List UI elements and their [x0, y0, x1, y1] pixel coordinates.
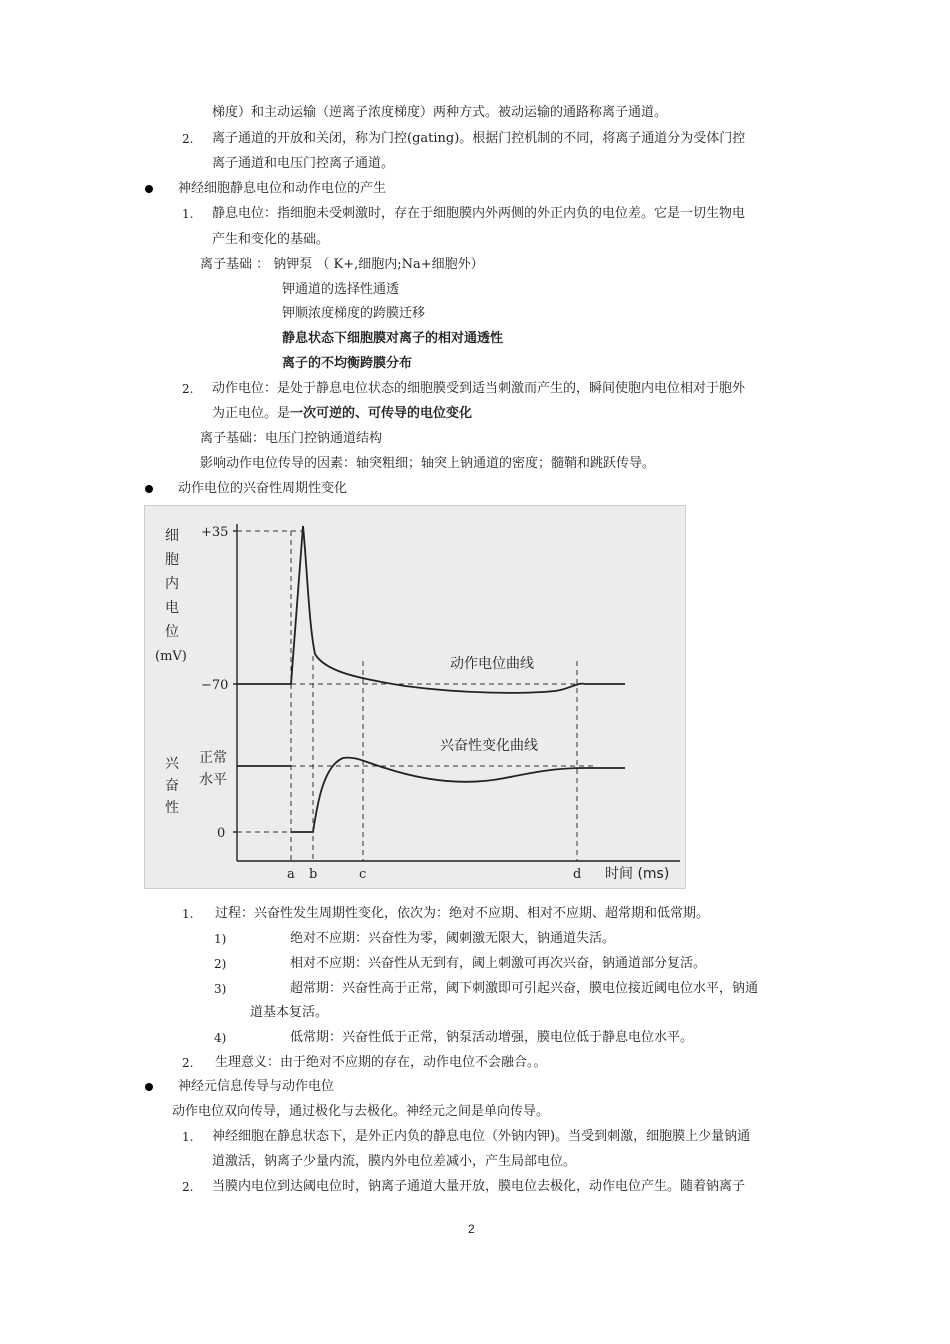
- y-label-bottom-char: 性: [165, 800, 179, 816]
- figure-svg: [145, 506, 685, 888]
- excitability-figure: [144, 505, 686, 889]
- list-number: 2.: [182, 1056, 194, 1070]
- paragraph-line: [212, 405, 472, 423]
- curve-label-action-potential: 动作电位曲线: [450, 656, 534, 672]
- curve-label-excitability: 兴奋性变化曲线: [440, 738, 538, 754]
- y-label-top-char: 内: [165, 576, 179, 592]
- action-potential-curve: [237, 526, 625, 693]
- excitability-curve: [237, 758, 625, 832]
- paragraph-line: 静息电位：指细胞未受刺激时，存在于细胞膜内外两侧的外正内负的电位差。它是一切生物电: [212, 206, 746, 221]
- paragraph-line: 梯度）和主动运输（逆离子浓度梯度）两种方式。被动运输的通路称离子通道。: [212, 105, 668, 120]
- sub-item: 相对不应期：兴奋性从无到有，阈上刺激可再次兴奋，钠通道部分复活。: [290, 956, 707, 971]
- section-heading: 动作电位的兴奋性周期性变化: [178, 481, 348, 496]
- paragraph-line: 影响动作电位传导的因素：轴突粗细；轴突上钠通道的密度；髓鞘和跳跃传导。: [200, 456, 656, 471]
- x-mark-c: c: [359, 867, 367, 882]
- sub-item: 低常期：兴奋性低于正常，钠泵活动增强，膜电位低于静息电位水平。: [290, 1030, 694, 1045]
- list-number: 2.: [182, 1180, 194, 1194]
- ion-basis-item: 钾顺浓度梯度的跨膜迁移: [282, 306, 426, 321]
- paragraph-line: 过程：兴奋性发生周期性变化，依次为：绝对不应期、相对不应期、超常期和低常期。: [215, 906, 710, 921]
- paragraph-line: 离子通道的开放和关闭，称为门控(gating)。根据门控机制的不同，将离子通道分为受体门控: [212, 131, 746, 146]
- paragraph-line: 动作电位：是处于静息电位状态的细胞膜受到适当刺激而产生的，瞬间使胞内电位相对于胞外: [212, 381, 746, 396]
- section-heading: 神经细胞静息电位和动作电位的产生: [178, 181, 387, 196]
- list-number: 2.: [182, 132, 194, 146]
- y-label-top-char: 细: [165, 528, 179, 544]
- list-number: 1.: [182, 1130, 194, 1144]
- paragraph-line: 离子基础：电压门控钠通道结构: [200, 431, 383, 446]
- bullet-icon: [145, 1083, 153, 1091]
- y-label-top-unit: (mV): [155, 649, 187, 664]
- sub-number: 3): [214, 982, 227, 996]
- sub-item: 绝对不应期：兴奋性为零，阈刺激无限大，钠通道失活。: [290, 931, 616, 946]
- sub-item-cont: 道基本复活。: [250, 1005, 329, 1020]
- paragraph-line: 道激活，钠离子少量内流，膜内外电位差减小，产生局部电位。: [212, 1154, 577, 1169]
- list-number: 1.: [182, 907, 194, 921]
- list-number: 1.: [182, 207, 194, 221]
- sub-number: 1): [214, 932, 227, 946]
- section-heading: 神经元信息传导与动作电位: [178, 1079, 335, 1094]
- ion-basis-item: 钾通道的选择性通透: [282, 282, 400, 297]
- tick-label-35: +35: [201, 525, 229, 540]
- bullet-icon: [145, 185, 153, 193]
- x-mark-d: d: [573, 867, 582, 882]
- ion-basis-item-bold: 离子的不均衡跨膜分布: [282, 356, 413, 371]
- sub-number: 2): [214, 957, 227, 971]
- plain-text: 为正电位。是: [212, 406, 291, 421]
- paragraph-line: 动作电位双向传导，通过极化与去极化。神经元之间是单向传导。: [172, 1104, 550, 1119]
- tick-label-minus70: −70: [201, 678, 229, 693]
- x-mark-b: b: [309, 867, 318, 882]
- sub-number: 4): [214, 1031, 227, 1045]
- bold-text: 一次可逆的、可传导的电位变化: [290, 406, 473, 421]
- paragraph-line: 离子通道和电压门控离子通道。: [212, 156, 395, 171]
- paragraph-line: 神经细胞在静息状态下，是外正内负的静息电位（外钠内钾)。当受到刺激，细胞膜上少量钠通: [212, 1129, 751, 1144]
- list-number: 2.: [182, 382, 194, 396]
- ion-basis-label: 离子基础 ： 钠钾泵 （ K+,细胞内;Na+细胞外）: [200, 257, 484, 272]
- bullet-icon: [145, 485, 153, 493]
- x-axis-label: 时间 (ms): [605, 866, 670, 882]
- paragraph-line: 产生和变化的基础。: [212, 232, 330, 247]
- y-label-top-char: 电: [165, 600, 179, 616]
- y-label-bottom-char: 奋: [165, 778, 179, 794]
- tick-label-zero: 0: [217, 826, 226, 841]
- tick-label-normal-2: 水平: [199, 772, 227, 788]
- paragraph-line: 生理意义：由于绝对不应期的存在，动作电位不会融合。。: [215, 1055, 547, 1070]
- page-number: 2: [468, 1222, 475, 1236]
- ion-basis-item-bold: 静息状态下细胞膜对离子的相对通透性: [282, 331, 504, 346]
- paragraph-line: 当膜内电位到达阈电位时，钠离子通道大量开放，膜电位去极化，动作电位产生。随着钠离子: [212, 1179, 746, 1194]
- x-mark-a: a: [287, 867, 295, 882]
- y-label-top-char: 胞: [165, 552, 179, 568]
- tick-label-normal-1: 正常: [199, 750, 227, 766]
- y-label-bottom-char: 兴: [165, 756, 179, 772]
- sub-item: 超常期：兴奋性高于正常，阈下刺激即可引起兴奋，膜电位接近阈电位水平，钠通: [290, 981, 759, 996]
- y-label-top-char: 位: [165, 624, 179, 640]
